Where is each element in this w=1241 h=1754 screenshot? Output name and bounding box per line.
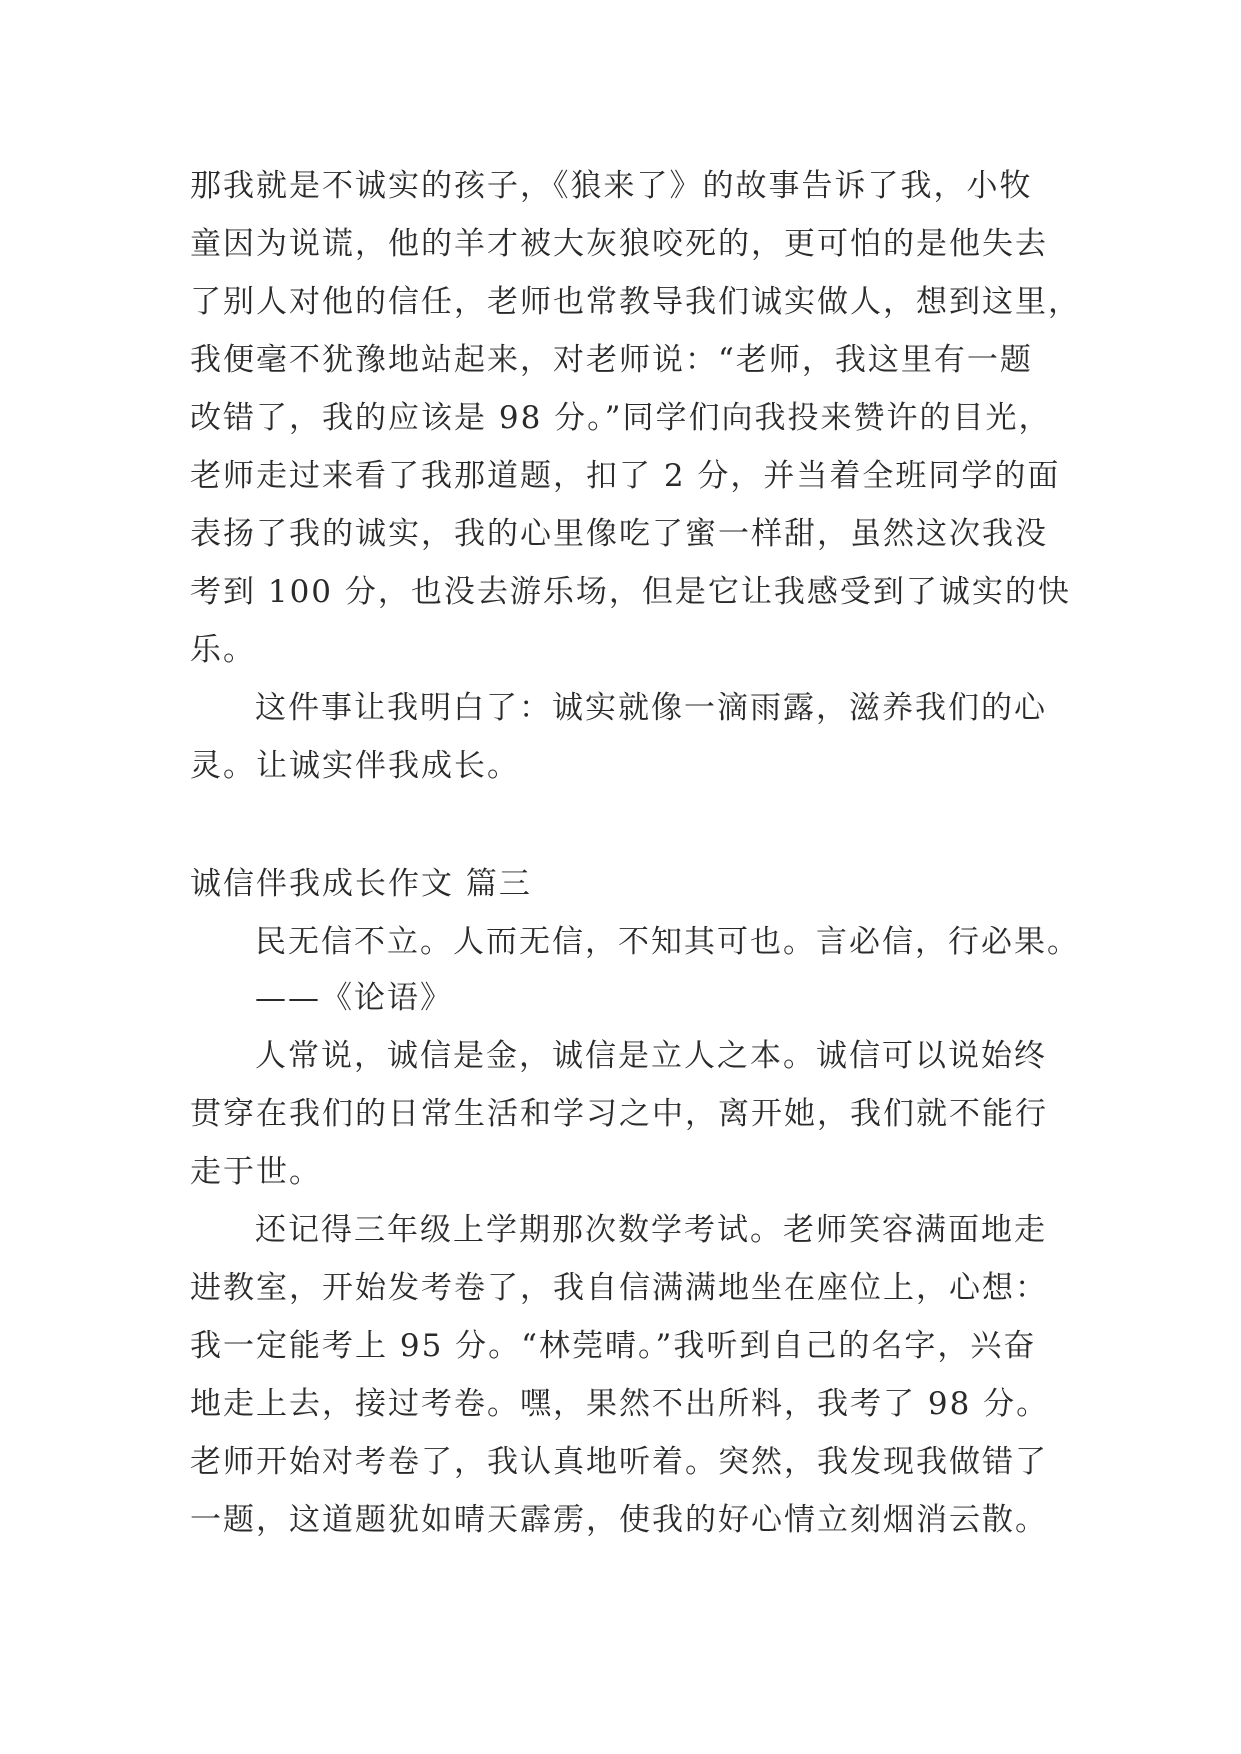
paragraph-line: 灵。让诚实伴我成长。 [190,748,520,784]
paragraph-line: 人常说，诚信是金，诚信是立人之本。诚信可以说始终 [255,1038,1047,1074]
quote-attribution: ——《论语》 [255,980,453,1016]
paragraph-line: 地走上去，接过考卷。嘿，果然不出所料，我考了 98 分。 [190,1386,1050,1422]
paragraph-line: 老师走过来看了我那道题，扣了 2 分，并当着全班同学的面 [190,458,1061,494]
paragraph-line: 了别人对他的信任，老师也常教导我们诚实做人，想到这里， [190,284,1081,320]
paragraph-line: 还记得三年级上学期那次数学考试。老师笑容满面地走 [255,1212,1047,1248]
paragraph-line: 改错了，我的应该是 98 分。”同学们向我投来赞许的目光， [190,400,1052,436]
paragraph-line: 我一定能考上 95 分。“林莞晴。”我听到自己的名字，兴奋 [190,1328,1037,1364]
section-heading: 诚信伴我成长作文 篇三 [190,866,532,902]
paragraph-line: 考到 100 分，也没去游乐场，但是它让我感受到了诚实的快 [190,574,1071,610]
paragraph-line: 进教室，开始发考卷了，我自信满满地坐在座位上，心想： [190,1270,1048,1306]
paragraph-line: 童因为说谎，他的羊才被大灰狼咬死的，更可怕的是他失去 [190,226,1048,262]
quote-line: 民无信不立。人而无信，不知其可也。言必信，行必果。 [255,924,1080,960]
paragraph-line: 表扬了我的诚实，我的心里像吃了蜜一样甜，虽然这次我没 [190,516,1048,552]
paragraph-line: 老师开始对考卷了，我认真地听着。突然，我发现我做错了 [190,1444,1048,1480]
paragraph-line: 走于世。 [190,1154,322,1190]
paragraph-line: 我便毫不犹豫地站起来，对老师说：“老师，我这里有一题 [190,342,1033,378]
paragraph-line: 一题，这道题犹如晴天霹雳，使我的好心情立刻烟消云散。 [190,1502,1048,1538]
paragraph-line: 那我就是不诚实的孩子，《狼来了》的故事告诉了我，小牧 [190,168,1033,204]
paragraph-line: 贯穿在我们的日常生活和学习之中，离开她，我们就不能行 [190,1096,1048,1132]
paragraph-line: 这件事让我明白了：诚实就像一滴雨露，滋养我们的心 [255,690,1047,726]
paragraph-line: 乐。 [190,632,256,668]
